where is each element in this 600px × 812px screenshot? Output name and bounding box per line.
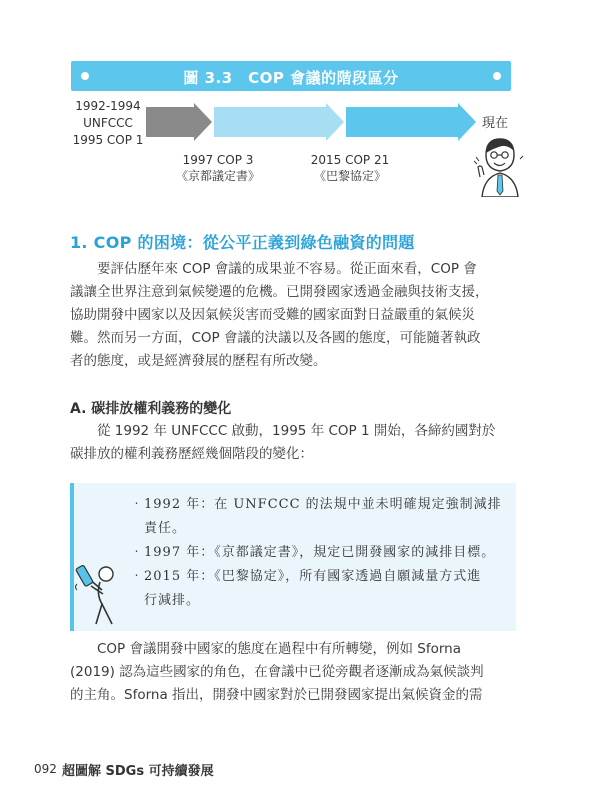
timeline-arrow-3 <box>346 103 476 141</box>
timeline-arrow-2 <box>214 103 344 141</box>
closing-paragraph <box>70 638 512 707</box>
milestone-cop3-year: 1997 COP 3 <box>182 153 254 167</box>
businessman-illustration <box>474 133 524 201</box>
bullet-1992-cont: 責任。 <box>130 521 187 536</box>
para2-line: 從 1992 年 UNFCCC 啟動，1995 年 COP 1 開始，各締約國對於 <box>97 423 496 439</box>
bullet-1997: ‧1997 年：《京都議定書》，規定已開發國家的減排目標。 <box>130 545 496 560</box>
figure-title-bar <box>71 61 511 91</box>
timeline-start-label <box>72 98 144 149</box>
bullet-2015-cont: 行減排。 <box>130 593 201 608</box>
figure-title: 圖 3.3 COP 會議的階段區分 <box>183 69 399 87</box>
milestone-cop3 <box>168 152 268 184</box>
para1-line: 議讓全世界注意到氣候變遷的危機。已開發國家透過金融與技術支援， <box>70 284 489 300</box>
paragraph-1 <box>70 258 512 373</box>
closing-line: 的主角。Sforna 指出，開發中國家對於已開發國家提出氣候資金的需 <box>70 687 483 703</box>
book-title: 超圖解 SDGs 可持續發展 <box>62 764 214 779</box>
milestone-cop21-year: 2015 COP 21 <box>310 153 390 167</box>
milestone-cop3-name: 《京都議定書》 <box>175 169 260 183</box>
start-line-1: 1992-1994 <box>75 99 141 113</box>
bullet-1992: ‧1992 年：在 UNFCCC 的法規中並未明確規定強制減排 <box>130 497 502 512</box>
timeline-end-label: 現在 <box>482 116 509 131</box>
closing-line: (2019) 認為這些國家的角色，在會議中已從旁觀者逐漸成為氣候談判 <box>70 664 484 680</box>
start-line-3: 1995 COP 1 <box>72 133 144 147</box>
paragraph-2 <box>70 420 512 466</box>
milestone-cop21-name: 《巴黎協定》 <box>313 169 386 183</box>
section-heading: 1. COP 的困境：從公平正義到綠色融資的問題 <box>70 233 415 252</box>
summary-bullets <box>130 493 510 613</box>
para1-line: 者的態度，或是經濟發展的歷程有所改變。 <box>70 353 327 369</box>
para2-line: 碳排放的權利義務歷經幾個階段的變化： <box>70 446 313 462</box>
para1-line: 難。然而另一方面，COP 會議的決議以及各國的態度，可能隨著執政 <box>70 330 481 346</box>
bar-dot-right <box>493 72 501 80</box>
para1-line: 要評估歷年來 COP 會議的成果並不容易。從正面來看，COP 會 <box>97 261 477 277</box>
timeline-arrow-1 <box>146 103 212 141</box>
pushing-figure-illustration <box>74 560 130 630</box>
para1-line: 協助開發中國家以及因氣候災害而受難的國家面對日益嚴重的氣候災 <box>70 307 475 323</box>
milestone-cop21 <box>300 152 400 184</box>
bullet-2015: ‧2015 年：《巴黎協定》，所有國家透過自願減量方式進 <box>130 569 482 584</box>
closing-line: COP 會議開發中國家的態度在過程中有所轉變，例如 Sforna <box>97 641 461 657</box>
start-line-2: UNFCCC <box>83 116 133 130</box>
sub-heading: A. 碳排放權利義務的變化 <box>70 401 232 417</box>
page-number: 092 <box>34 762 57 776</box>
